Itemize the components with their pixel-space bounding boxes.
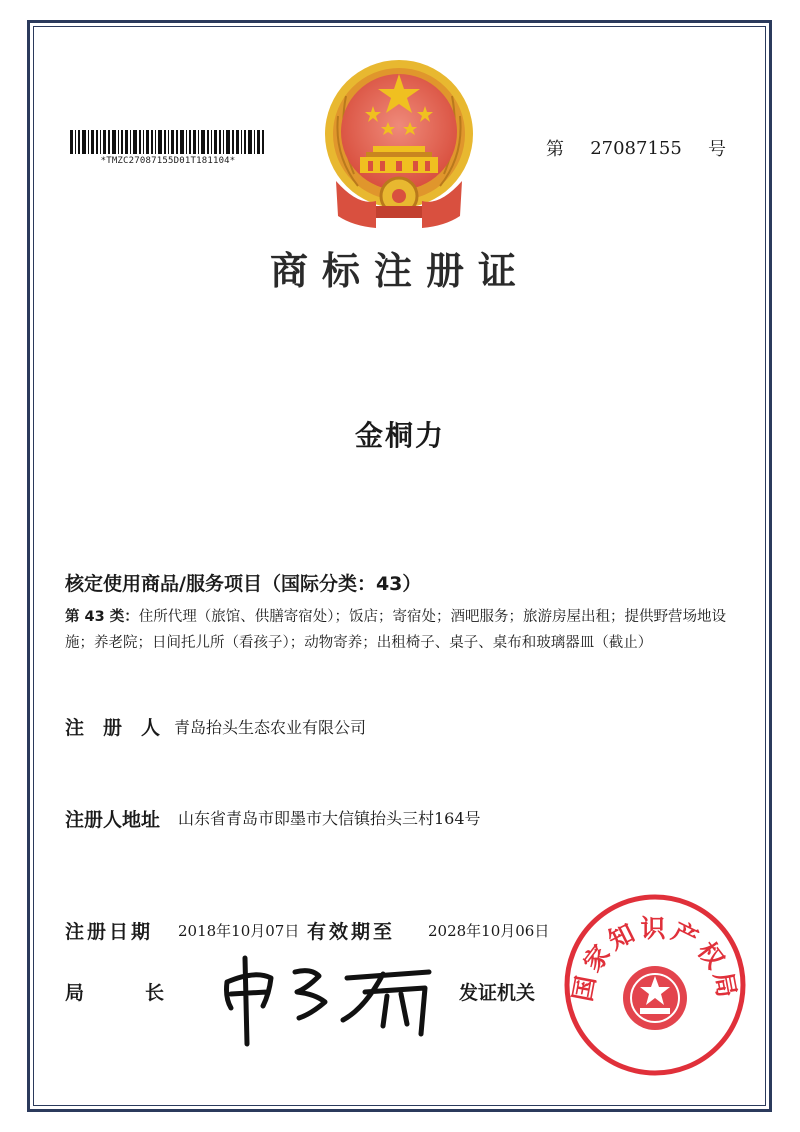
- address-value: 山东省青岛市即墨市大信镇抬头三村164号: [178, 809, 481, 828]
- goods-list: [65, 604, 745, 656]
- goods-items: 住所代理（旅馆、供膳寄宿处）；饭店；寄宿处；酒吧服务；旅游房屋出租；提供野营场地设施；养老院；日间托儿所（看孩子）；动物寄养；出租椅子、桌子、桌布和玻璃器皿（截止）: [65, 609, 727, 651]
- official-seal-icon: [560, 890, 750, 1080]
- reg-suffix: 号: [708, 139, 726, 160]
- reg-prefix: 第: [546, 139, 564, 160]
- goods-heading: 核定使用商品/服务项目（国际分类：43）: [65, 573, 422, 595]
- director-label-left: 局: [65, 982, 85, 1004]
- reg-date-value: 2018年10月07日: [178, 922, 300, 940]
- registrant-value: 青岛抬头生态农业有限公司: [174, 718, 367, 737]
- trademark-name: 金桐力: [354, 419, 445, 452]
- registration-number: [546, 136, 726, 160]
- registrant-label: 注 册 人: [65, 717, 161, 739]
- address-label: 注册人地址: [65, 809, 161, 831]
- valid-until-label: 有效期至: [307, 921, 396, 943]
- national-emblem-icon: [318, 56, 480, 236]
- issuer-label: 发证机关: [459, 982, 536, 1004]
- reg-date-label: 注册日期: [65, 921, 154, 943]
- director-label-right: 长: [145, 982, 165, 1004]
- barcode-icon: [68, 130, 268, 154]
- valid-until-value: 2028年10月06日: [428, 922, 550, 940]
- svg-text:国家知识产权局: 国家知识产权局: [567, 914, 743, 1004]
- reg-number: 27087155: [590, 137, 682, 159]
- certificate-title: 商标注册证: [269, 248, 530, 293]
- class-label: 第 43 类：: [65, 609, 139, 625]
- director-signature: [215, 948, 445, 1048]
- barcode-text: *TMZC27087155D01T181104*: [100, 156, 236, 166]
